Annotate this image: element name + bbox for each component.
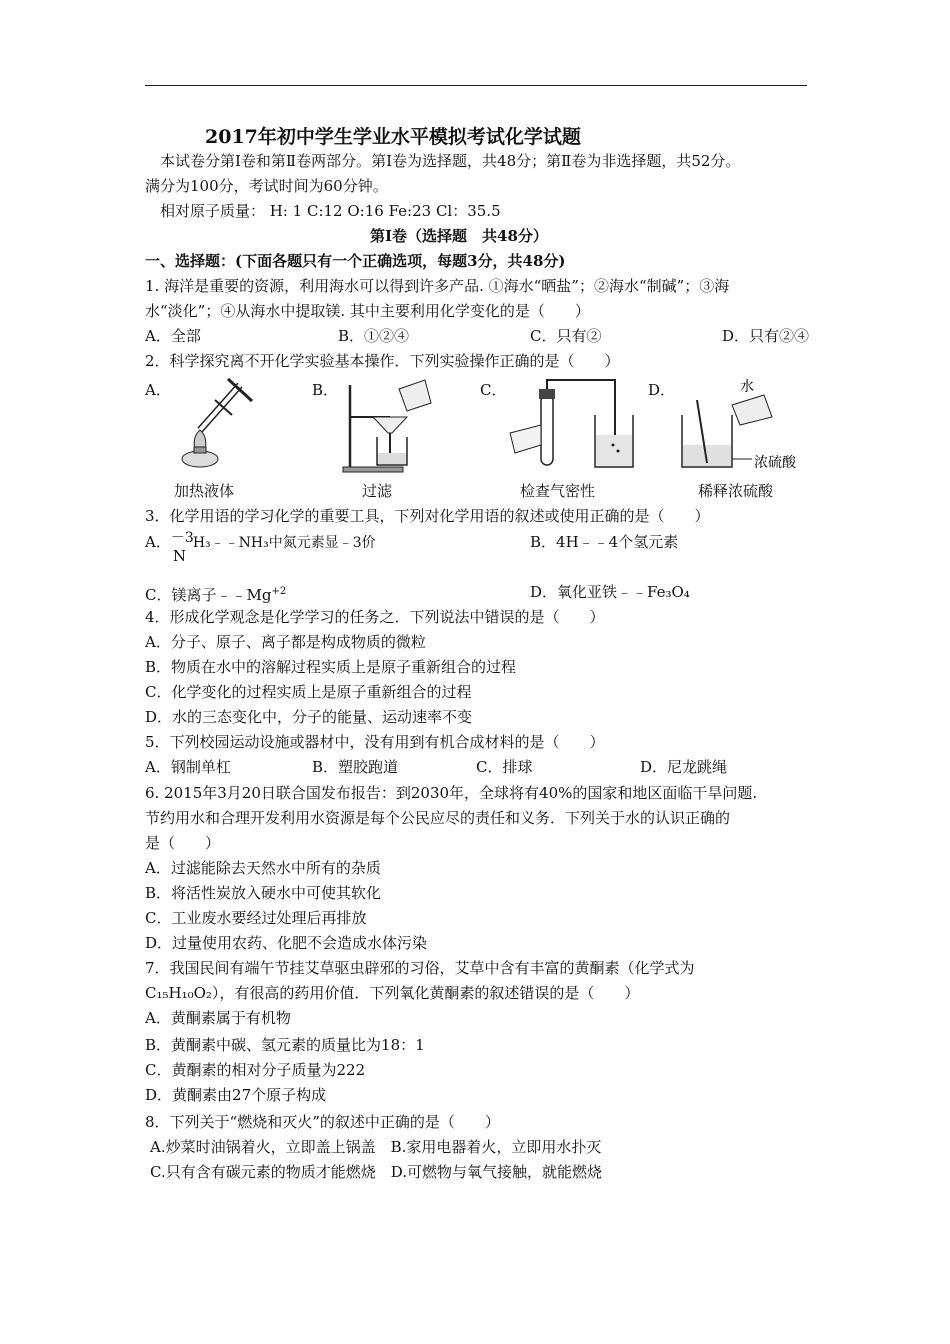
airtightness-figure — [505, 375, 635, 475]
q7-stem-2: C₁₅H₁₀O₂），有很高的药用价值．下列氧化黄酮素的叙述错误的是（ ） — [145, 984, 640, 1002]
q3-option-c — [145, 582, 286, 605]
q6-option-d: D．过量使用农药、化肥不会造成水体污染 — [145, 934, 428, 952]
q5-option-a: A．钢制单杠 — [145, 758, 231, 776]
q4-option-d: D．水的三态变化中，分子的能量、运动速率不变 — [145, 708, 473, 726]
q4-option-b: B．物质在水中的溶解过程实质上是原子重新组合的过程 — [145, 658, 517, 676]
q3-option-c-charge: +2 — [271, 586, 287, 597]
q5-stem: 5．下列校园运动设施或器材中，没有用到有机合成材料的是（ ） — [145, 733, 605, 751]
q6-stem-2: 节约用水和合理开发利用水资源是每个公民应尽的责任和义务．下列关于水的认识正确的 — [145, 809, 731, 827]
q1-option-b: B．①②④ — [338, 327, 410, 345]
q2-label-d: D． — [648, 381, 676, 399]
caption-d: 稀释浓硫酸 — [698, 482, 774, 500]
q8-options-cd: C.只有含有碳元素的物质才能燃烧 D.可燃物与氧气接触，就能燃烧 — [150, 1163, 602, 1181]
q5-option-c: C．排球 — [476, 758, 533, 776]
q5-option-b: B．塑胶跑道 — [312, 758, 399, 776]
q3-option-a-text: H₃﹣﹣NH₃中氮元素显﹣3价 — [192, 535, 376, 551]
q3-option-b: B．4H﹣﹣4个氢元素 — [530, 533, 679, 551]
q1-option-c: C．只有② — [530, 327, 602, 345]
q3-option-a-prefix: A． — [145, 533, 171, 551]
q7-option-d: D．黄酮素由27个原子构成 — [145, 1086, 327, 1104]
q3-option-c-text: C．镁离子﹣﹣Mg — [145, 586, 272, 604]
caption-c: 检查气密性 — [520, 482, 596, 500]
q1-option-a: A．全部 — [145, 327, 201, 345]
intro-line-2: 满分为100分，考试时间为60分钟。 — [145, 177, 388, 195]
q2-label-c: C． — [480, 381, 507, 399]
q8-stem: 8．下列关于“燃烧和灭火”的叙述中正确的是（ ） — [145, 1113, 500, 1131]
q3-option-a-valence: －3 — [170, 530, 194, 546]
q4-stem: 4．形成化学观念是化学学习的任务之．下列说法中错误的是（ ） — [145, 608, 605, 626]
q6-option-b: B．将活性炭放入硬水中可使其软化 — [145, 884, 382, 902]
q5-option-d: D．尼龙跳绳 — [640, 758, 728, 776]
q7-option-c: C．黄酮素的相对分子质量为222 — [145, 1061, 366, 1079]
q6-option-c: C．工业废水要经过处理后再排放 — [145, 909, 367, 927]
intro-line-1: 本试卷分第Ⅰ卷和第Ⅱ卷两部分。第Ⅰ卷为选择题，共48分；第Ⅱ卷为非选择题，共52分。 — [160, 152, 741, 170]
q3-option-d: D．氧化亚铁﹣﹣Fe₃O₄ — [530, 583, 690, 601]
q8-options-ab: A.炒菜时油锅着火，立即盖上锅盖 B.家用电器着火，立即用水扑灭 — [150, 1138, 602, 1156]
q3-stem: 3．化学用语的学习化学的重要工具，下列对化学用语的叙述或使用正确的是（ ） — [145, 507, 710, 525]
q2-label-b: B． — [312, 381, 339, 399]
q7-option-b: B．黄酮素中碳、氢元素的质量比为18：1 — [145, 1036, 425, 1054]
filtration-figure — [335, 375, 435, 475]
header-rule — [145, 85, 807, 86]
diluting-acid-figure — [672, 375, 812, 475]
q7-option-a: A．黄酮素属于有机物 — [145, 1009, 291, 1027]
q4-option-c: C．化学变化的过程实质上是原子重新组合的过程 — [145, 683, 472, 701]
acid-label: 浓硫酸 — [754, 455, 796, 471]
heating-liquid-figure — [170, 375, 260, 475]
q6-stem-1: 6. 2015年3月20日联合国发布报告：到2030年，全球将有40%的国家和地区面临干旱问题. — [145, 784, 758, 802]
q7-stem-1: 7．我国民间有端午节挂艾草驱虫辟邪的习俗，艾草中含有丰富的黄酮素（化学式为 — [145, 959, 695, 977]
q3-option-a — [145, 530, 376, 565]
q6-stem-3: 是（ ） — [145, 834, 221, 852]
caption-b: 过滤 — [362, 482, 393, 500]
caption-a: 加热液体 — [174, 482, 235, 500]
q1-stem-1: 1. 海洋是重要的资源，利用海水可以得到许多产品. ①海水“晒盐”；②海水“制碱”；③海 — [145, 277, 730, 295]
q2-label-a: A． — [145, 381, 171, 399]
part1-heading: 第Ⅰ卷（选择题 共48分） — [370, 227, 548, 245]
q6-option-a: A．过滤能除去天然水中所有的杂质 — [145, 859, 381, 877]
q2-stem: 2．科学探究离不开化学实验基本操作．下列实验操作正确的是（ ） — [145, 352, 620, 370]
atomic-mass-line: 相对原子质量： H: 1 C:12 O:16 Fe:23 Cl：35.5 — [160, 202, 501, 220]
q1-option-d: D．只有②④ — [722, 327, 810, 345]
q3-option-a-element: N — [172, 547, 186, 565]
q4-option-a: A．分子、原子、离子都是构成物质的微粒 — [145, 633, 426, 651]
page-title: 2017年初中学生学业水平模拟考试化学试题 — [205, 126, 581, 148]
q1-stem-2: 水“淡化”；④从海水中提取镁. 其中主要利用化学变化的是（ ） — [145, 302, 590, 320]
water-label: 水 — [740, 379, 754, 395]
section1-heading: 一、选择题：(下面各题只有一个正确选项，每题3分，共48分) — [145, 252, 566, 270]
